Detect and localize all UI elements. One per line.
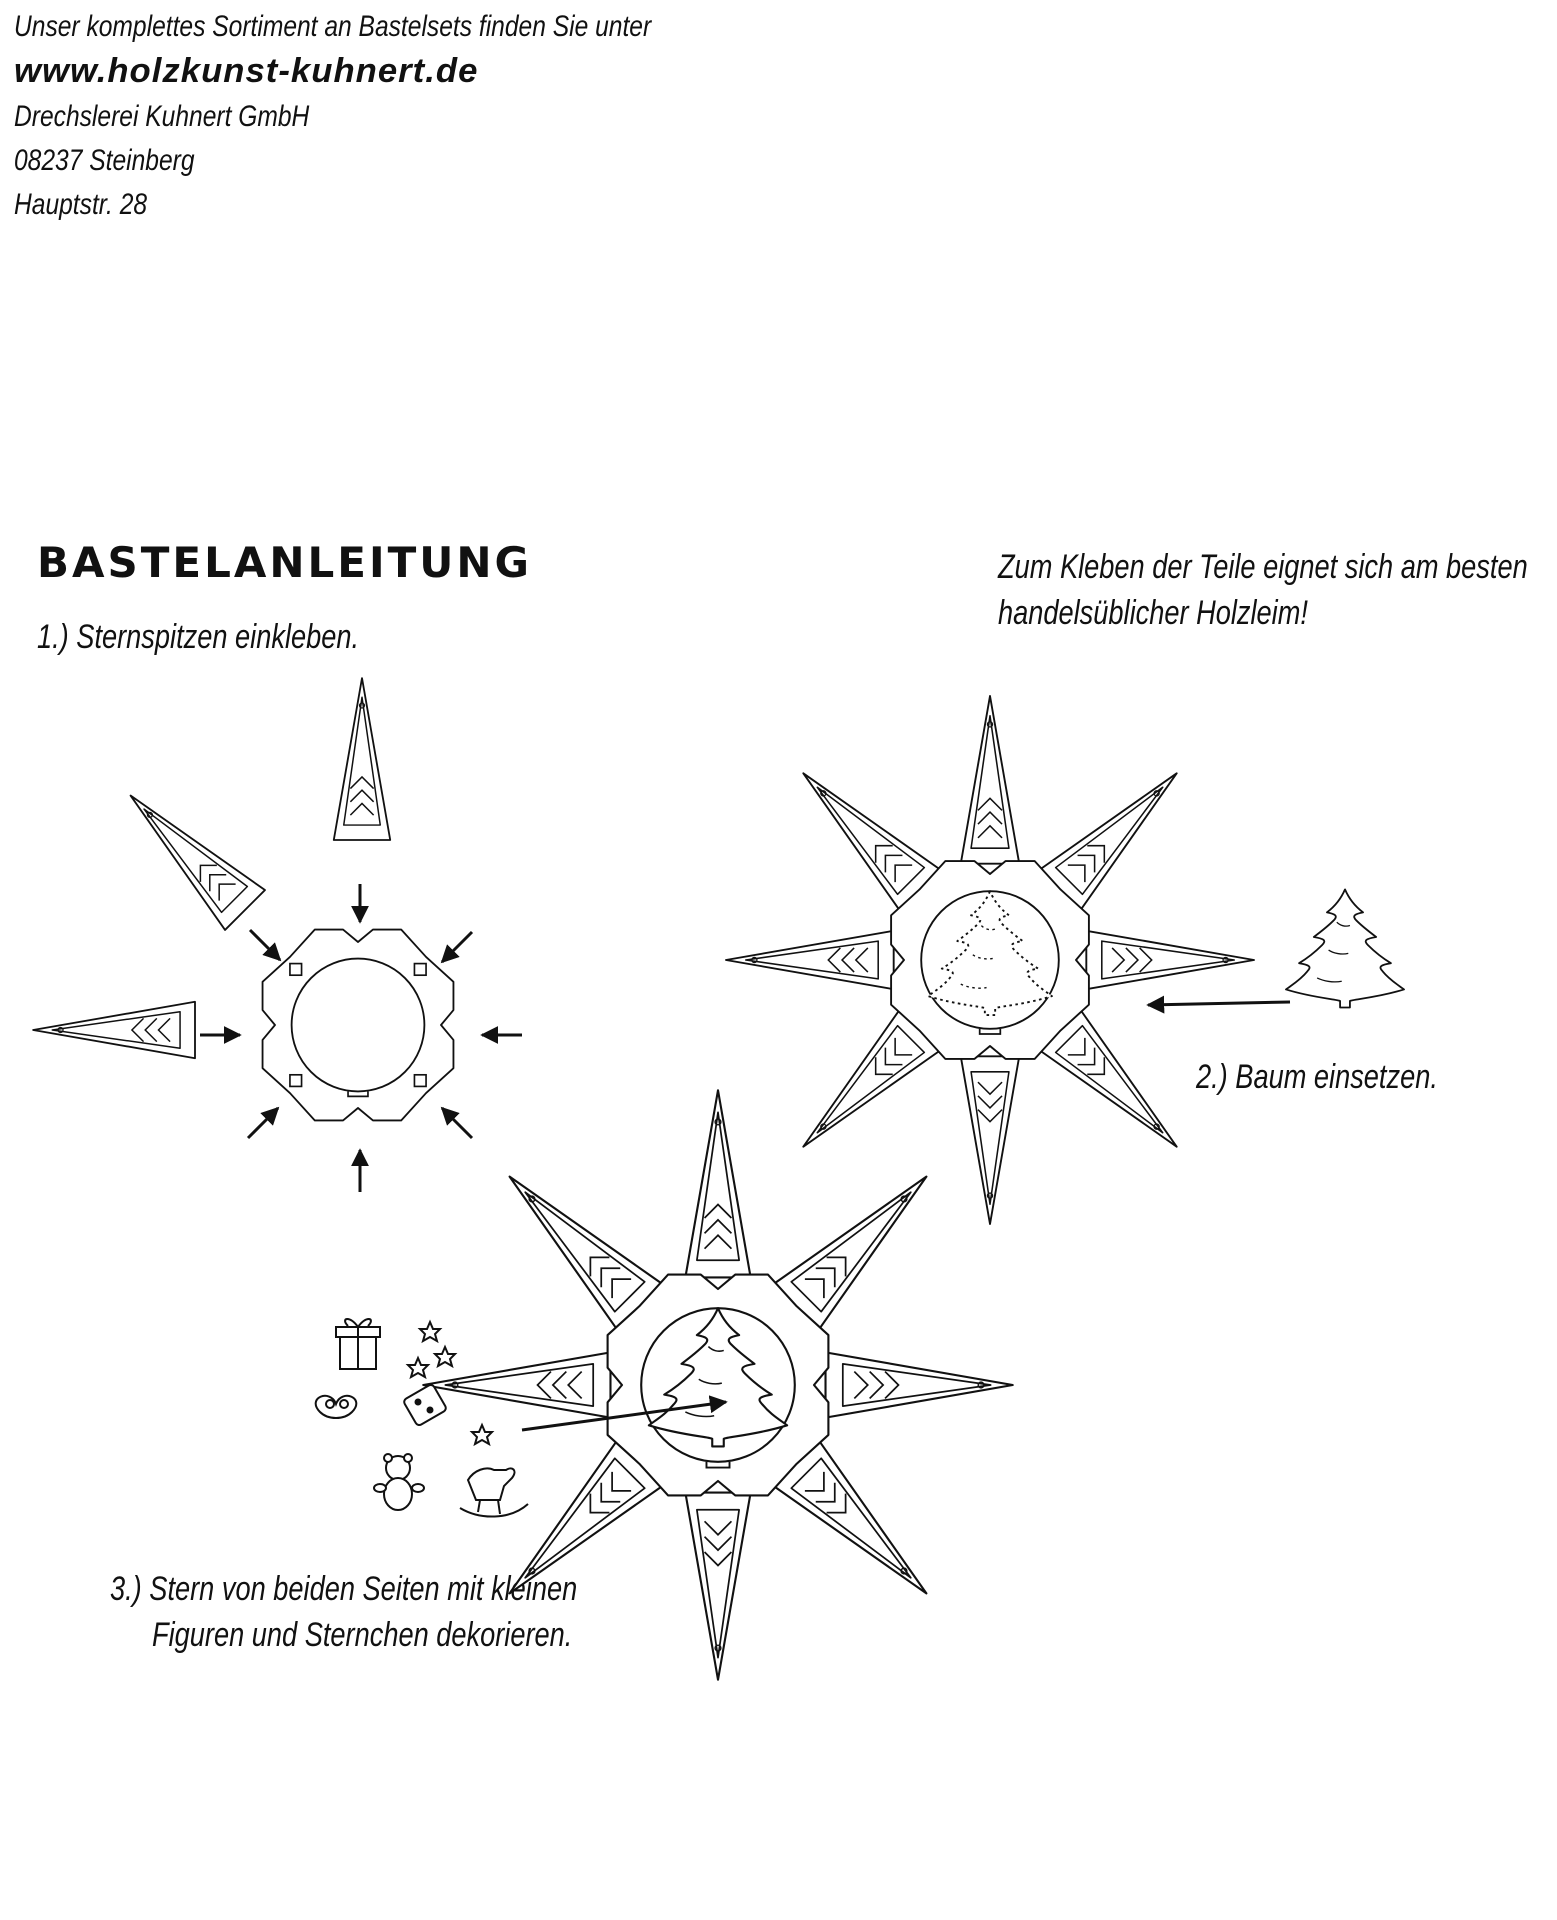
company-city: 08237 Steinberg xyxy=(14,144,195,177)
header-intro: Unser komplettes Sortiment an Bastelsets finden Sie unter xyxy=(14,10,652,43)
page-title: BASTELANLEITUNG xyxy=(37,538,532,587)
step-3-label-line1: 3.) Stern von beiden Seiten mit kleinen xyxy=(110,1570,578,1608)
website-link[interactable]: www.holzkunst-kuhnert.de xyxy=(14,52,479,90)
step-3-label-line2: Figuren und Sternchen dekorieren. xyxy=(152,1616,573,1654)
glue-note-line2: handelsüblicher Holzleim! xyxy=(998,594,1308,632)
step-1-drawing xyxy=(33,678,522,1192)
step-2-drawing xyxy=(726,696,1404,1224)
company-name: Drechslerei Kuhnert GmbH xyxy=(14,100,310,133)
step-3-drawing xyxy=(316,1090,1013,1679)
glue-note-line1: Zum Kleben der Teile eignet sich am besten xyxy=(998,548,1528,586)
company-street: Hauptstr. 28 xyxy=(14,188,148,221)
step-2-label: 2.) Baum einsetzen. xyxy=(1196,1058,1438,1096)
step-1-label: 1.) Sternspitzen einkleben. xyxy=(37,618,360,656)
